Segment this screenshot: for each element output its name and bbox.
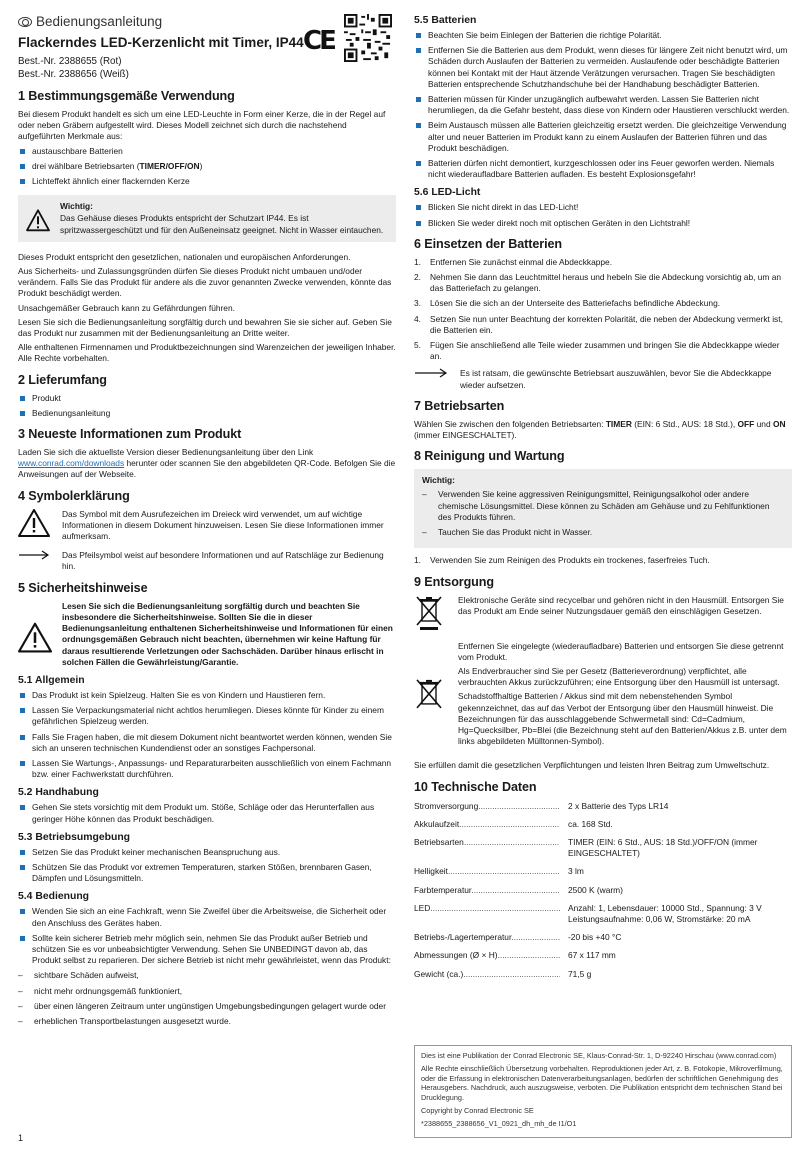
mode-on: ON [772,418,786,429]
ce-mark: CE [303,26,334,56]
list-item: Lassen Sie Wartungs-, Anpassungs- und Reparaturarbeiten ausschließlich von einem Fachmann bzw. einer Fachwerkstatt durchführen. [18,758,396,780]
spec-table [414,801,792,980]
s1-para: Aus Sicherheits- und Zulassungsgründen dürfen Sie dieses Produkt nicht umbauen und/oder verändern. Falls Sie das Produkt für andere als die zuvor genannten Zwecke verwenden, könnte das Produkt beschädigt werden. [18,266,392,299]
section-9-title: 9 Entsorgung [414,574,494,589]
s54-list [18,906,396,966]
step-number: 4. [414,313,421,324]
spec-value: 2500 K (warm) [568,884,623,895]
spec-value-line: Leistungsaufnahme: 0,06 W, Stromstärke: 20 mA [568,913,751,924]
table-row [414,801,792,812]
s54-dash-list [18,970,396,1027]
table-row [414,819,792,830]
table-row [414,837,792,859]
list-item: Schützen Sie das Produkt vor extremen Temperaturen, starken Stößen, brennbaren Gasen, Dämpfen und Lösungsmitteln. [18,862,396,884]
list-item: Falls Sie Fragen haben, die mit diesem Dokument nicht beantwortet werden können, wenden Sie sich an unseren technischen Kundendienst oder an sonstiges Fachpersonal. [18,732,396,754]
table-row [414,903,792,925]
step-text: Setzen Sie nun unter Beachtung der korrekten Polarität, die neben der Abdeckung vermerkt ist, die Batterien ein. [430,313,783,335]
page-number: 1 [18,1133,24,1143]
list-item: Lassen Sie Verpackungsmaterial nicht achtlos herumliegen. Dieses könnte für Kinder zu einem gefährlichen Spielzeug werden. [18,705,396,727]
s53-list [18,847,396,885]
warning-text: Das Gehäuse dieses Produkts entspricht der Schutzart IP44. Es ist spritzwassergeschützt und für den Außeneinsatz geeignet. Nicht in Wasser eintauchen. [60,213,384,235]
list-item [414,257,792,268]
list-item: – Tauchen Sie das Produkt nicht in Wasser. [422,527,784,538]
s55-title: 5.5 Batterien [414,15,477,26]
list-item [414,272,792,294]
s8-steps [414,555,792,566]
tip-row [414,368,792,390]
s3-post: herunter oder scannen Sie den abgebildeten QR-Code. Befolgen Sie die Anweisungen auf der Webseite. [18,458,396,480]
arrow-right-icon [18,550,50,560]
crossed-bin-icon [414,595,444,631]
s1-para: Unsachgemäßer Gebrauch kann zu Gefährdungen führen. [18,302,235,313]
list-item: austauschbare Batterien [18,146,396,157]
qr-code-icon[interactable] [344,14,392,62]
ip44-warning-box [18,195,396,242]
list-item: Bedienungsanleitung [18,408,396,419]
tip-text: Es ist ratsam, die gewünschte Betriebsart auszuwählen, bevor Sie die Abdeckkappe wieder aufsetzen. [460,368,772,390]
s7-text [414,419,792,441]
warning-title: Wichtig: [60,201,93,212]
list-item: drei wählbare Betriebsarten (TIMER/OFF/ON) [18,161,396,172]
imprint-line: *2388655_2388656_V1_0921_dh_mh_de I1/O1 [421,1118,577,1128]
right-column [414,12,792,987]
eye-icon [18,17,32,27]
s1-para: Alle enthaltenen Firmennamen und Produktbezeichnungen sind Warenzeichen der jeweiligen Inhaber. Alle Rechte vorbehalten. [18,342,396,364]
battery-para: Entfernen Sie eingelegte (wiederaufladbare) Batterien und entsorgen Sie diese getrennt vom Produkt. [458,640,784,662]
list-item [414,298,792,309]
s52-title: 5.2 Handhabung [18,787,99,799]
imprint-box [414,1045,792,1138]
step-number: 2. [414,272,421,283]
s53-title: 5.3 Betriebsumgebung [18,831,131,843]
spec-value: 3 lm [568,866,584,877]
cleaning-warning-box [414,469,792,548]
s9-outro: Sie erfüllen damit die gesetzlichen Verpflichtungen und leisten Ihren Beitrag zum Umweltschutz. [414,760,770,771]
cleaning-warning-list [422,489,784,538]
list-item: Sollte kein sicherer Betrieb mehr möglich sein, nehmen Sie das Produkt außer Betrieb und schützen Sie es vor unbeabsichtigter Verwendung. Sehen Sie UNBEDINGT davon ab, das Produkt selbst zu reparieren. Der sichere Betrieb ist nicht mehr gewährleistet, wenn das Produkt: [18,933,396,967]
safety-intro-text: Lesen Sie sich die Bedienungsanleitung sorgfältig durch und beachten Sie insbesondere die Sicherheitshinweise. Sollten Sie die in dieser Bedienungsanleitung enthaltenen Sicherheitshinweise und Informationen für einen ordnungsgemäßen Gebrauch nicht beachten, übernehmen wir keine Haftung für daraus resultierende Verletzungen oder Sachschäden. Darüber hinaus erlischt in solchen Fällen die Gewährleistung/Garantie. [62,600,393,667]
step-text: Nehmen Sie dann das Leuchtmittel heraus und hebeln Sie die Abdeckung vorsichtig ab, um an das Batteriefach zu gelangen. [430,272,782,294]
section-8-title: 8 Reinigung und Wartung [414,449,565,464]
doc-type-label: Bedienungsanleitung [36,14,163,29]
table-row [414,885,792,896]
symbol-warning-row [18,509,396,543]
list-item: Beim Austausch müssen alle Batterien gleichzeitig ersetzt werden. Die gleichzeitige Verwendung alter und neuer Batterien im Produkt kann zu einem Auslaufen der Batterien führen und das Produkt beschädigen. [414,120,792,154]
symbol-arrow-row [18,550,396,572]
s7-text-part: (EIN: 6 Std., AUS: 18 Std.), [631,418,738,429]
list-item: Batterien müssen für Kinder unzugänglich aufbewahrt werden. Lassen Sie Batterien nicht herumliegen, da die Gefahr besteht, dass diese von Kindern oder Haustieren verschluckt werden. [414,94,792,116]
step-number: 1. [414,256,421,267]
s1-para: Lesen Sie sich die Bedienungsanleitung sorgfältig durch und bewahren Sie sie sicher auf. Geben Sie das Produkt nur zusammen mit der Bedienungsanleitung an Dritte weiter. [18,316,392,339]
spec-value: ca. 168 Std. [568,818,613,829]
s51-title: 5.1 Allgemein [18,674,85,686]
s7-text-part: und [754,418,773,429]
list-item: – erheblichen Transportbelastungen ausgesetzt wurde. [18,1016,396,1027]
table-row [414,969,792,980]
s52-list [18,802,396,824]
weee-text: Elektronische Geräte sind recycelbar und gehören nicht in den Hausmüll. Entsorgen Sie das Produkt am Ende seiner Nutzungsdauer gemäß den einschlägigen Gesetzen. [458,594,784,616]
section-1-title: 1 Bestimmungsgemäße Verwendung [18,89,235,103]
doc-type-header [18,14,396,30]
spec-value [560,903,792,925]
s54-title: 5.4 Bedienung [18,891,90,903]
list-item: Lichteffekt ähnlich einer flackernden Kerze [18,176,396,187]
section-3-title: 3 Neueste Informationen zum Produkt [18,427,242,442]
spec-key: Gewicht (ca.) ..... [414,969,560,980]
warning-triangle-icon [26,205,50,236]
imprint-line: Dies ist eine Publikation der Conrad Electronic SE, Klaus-Conrad-Str. 1, D-92240 Hirschau (www.conrad.com) [421,1051,777,1060]
order-number-white: Best.-Nr. 2388656 (Weiß) [18,69,129,80]
symbol-warning-text: Das Symbol mit dem Ausrufezeichen im Dreieck wird verwendet, um auf wichtige Informationen in diesem Dokument hinzuweisen. Lesen Sie diese Informationen immer aufmerksam. [62,508,384,542]
step-number: 3. [414,298,421,309]
spec-value-line: Anzahl: 1, Lebensdauer: 10000 Std., Spannung: 3 V [568,902,762,913]
section-5-title: 5 Sicherheitshinweise [18,580,148,595]
s3-pre: Laden Sie sich die aktuellste Version dieser Bedienungsanleitung über den Link [18,447,314,458]
spec-key: Farbtemperatur ..... [414,885,560,896]
section-4-title: 4 Symbolerklärung [18,488,130,503]
crossed-bin-icon [414,641,444,751]
step-text: Lösen Sie die sich an der Unterseite des Batteriefachs befindliche Abdeckung. [430,298,721,309]
section-7-title: 7 Betriebsarten [414,398,505,413]
warning-title: Wichtig: [422,475,455,486]
section-6-title: 6 Einsetzen der Batterien [414,236,562,251]
table-row [414,866,792,877]
list-item: – sichtbare Schäden aufweist, [18,970,396,981]
list-item [414,340,792,362]
list-item: Das Produkt ist kein Spielzeug. Halten Sie es von Kindern und Haustieren fern. [18,690,396,701]
s51-list [18,690,396,780]
s6-steps [414,257,792,363]
list-item: – nicht mehr ordnungsgemäß funktioniert, [18,986,396,997]
warning-triangle-icon [18,607,52,668]
list-item [414,555,792,566]
table-row [414,950,792,961]
page-title: Flackerndes LED-Kerzenlicht mit Timer, IP44 [18,35,304,50]
mode-timer: TIMER [605,418,632,429]
list-item [414,314,792,336]
table-row [414,932,792,943]
list-item: – über einen längeren Zeitraum unter ungünstigen Umgebungsbedingungen gelagert wurde oder [18,1001,396,1012]
step-number: 1. [414,555,421,566]
s1-para: Dieses Produkt entspricht den gesetzlichen, nationalen und europäischen Anforderungen. [18,251,351,262]
section-10-title: 10 Technische Daten [414,779,537,794]
spec-key: Betriebs-/Lagertemperatur ..... [414,932,560,943]
symbol-arrow-text: Das Pfeilsymbol weist auf besondere Informationen und auf Ratschläge zur Bedienung hin. [62,550,384,572]
s2-list [18,393,396,419]
s3-text [18,447,396,481]
s1-feature-list [18,146,396,188]
spec-key: Akkulaufzeit ..... [414,819,560,830]
spec-value: 71,5 g [568,968,592,979]
warning-triangle-icon [18,509,50,537]
step-number: 5. [414,340,421,351]
spec-key: LED ..... [414,903,560,925]
list-item: Blicken Sie nicht direkt in das LED-Licht! [414,202,792,213]
weee-row [414,595,792,631]
arrow-right-icon [414,368,448,378]
s56-list [414,202,792,228]
mode-off: OFF [737,418,755,429]
list-item: Gehen Sie stets vorsichtig mit dem Produkt um. Stöße, Schläge oder das Herunterfallen aus geringer Höhe können das Produkt beschädigen. [18,802,396,824]
download-link[interactable]: www.conrad.com/downloads [18,458,125,469]
safety-intro [18,601,396,668]
list-item: – Verwenden Sie keine aggressiven Reinigungsmittel, Reinigungsalkohol oder andere chemische Lösungsmittel. Diese können zu Schäden am Gehäuse und zu Fehlfunktionen des Produkts führen. [422,489,784,523]
battery-para: Schadstoffhaltige Batterien / Akkus sind mit dem nebenstehenden Symbol gekennzeichnet, das auf das Verbot der Entsorgung über den Hausmüll hinweist. Die Bezeichnungen für das ausschlaggebende Schwermetall sind: Cd=Cadmium, Hg=Quecksilber, Pb=Blei (die Bezeichnung steht auf den Batterien/Akkus z.B. unter dem links abgebildeten Mülltonnen-Symbol). [458,691,787,747]
step-text: Fügen Sie anschließend alle Teile wieder zusammen und bringen Sie die Abdeckkappe wieder an. [430,340,780,362]
list-item: Entfernen Sie die Batterien aus dem Produkt, wenn dieses für längere Zeit nicht benutzt wird, um Schäden durch Auslaufen der Batterien zu vermeiden. Auslaufende oder beschädigte Batterien können bei Kontakt mit der Haut ätzende Verätzungen verursachen. Tragen Sie beschädigten Batterien entsprechende Schutzhandschuhe bei der Handhabung beschädigter Batterien. [414,45,792,90]
s7-text-part: Wählen Sie zwischen den folgenden Betriebsarten: [414,418,606,429]
step-text: Verwenden Sie zum Reinigen des Produkts ein trockenes, faserfreies Tuch. [430,555,710,566]
list-item: Wenden Sie sich an eine Fachkraft, wenn Sie Zweifel über die Arbeitsweise, die Sicherheit oder den Anschluss des Gerätes haben. [18,906,396,928]
imprint-line: Copyright by Conrad Electronic SE [421,1105,534,1115]
spec-key: Helligkeit ..... [414,866,560,877]
spec-key: Betriebsarten ..... [414,837,560,859]
spec-value: 2 x Batterie des Typs LR14 [568,800,669,811]
s7-text-part: (immer EINGESCHALTET). [414,430,517,441]
battery-disposal-text [458,641,792,751]
list-item: Blicken Sie weder direkt noch mit optischen Geräten in den Lichtstrahl! [414,218,792,229]
spec-value: -20 bis +40 °C [568,932,622,943]
s56-title: 5.6 LED-Licht [414,187,481,199]
spec-value: 67 x 117 mm [568,950,616,961]
spec-key: Abmessungen (Ø × H) ..... [414,950,560,961]
list-item: Setzen Sie das Produkt keiner mechanischen Beanspruchung aus. [18,847,396,858]
list-item: Batterien dürfen nicht demontiert, kurzgeschlossen oder ins Feuer geworfen werden. Niemals nicht wiederaufladbare Batterien aufladen. Es besteht Explosionsgefahr! [414,158,792,180]
spec-value: TIMER (EIN: 6 Std., AUS: 18 Std.)/OFF/ON (immer EINGESCHALTET) [568,836,758,859]
section-2-title: 2 Lieferumfang [18,372,107,387]
s1-intro: Bei diesem Produkt handelt es sich um eine LED-Leuchte in Form einer Kerze, die in der Regel auf oder neben Gräbern aufgestellt wird. Dieses Modell zeichnet sich durch die nachstehend aufgeführten Merkmale aus: [18,109,386,142]
step-text: Entfernen Sie zunächst einmal die Abdeckkappe. [430,256,613,267]
s55-list [414,30,792,180]
list-item: Produkt [18,393,396,404]
left-column [18,14,396,1031]
list-item: Beachten Sie beim Einlegen der Batterien die richtige Polarität. [414,30,792,41]
spec-key: Stromversorgung ..... [414,801,560,812]
imprint-line: Alle Rechte einschließlich Übersetzung vorbehalten. Reproduktionen jeder Art, z. B. Fotokopie, Mikroverfilmung, oder die Erfassung in elektronischen Datenverarbeitungsanlagen, bedürfen der schriftlichen Genehmigung des Herausgebers. Nachdruck, auch auszugsweise, verboten. Die Publikation entspricht dem technischen Stand bei Drucklegung. [421,1063,783,1103]
order-number-red: Best.-Nr. 2388655 (Rot) [18,56,122,67]
battery-para: Als Endverbraucher sind Sie per Gesetz (Batterieverordnung) verpflichtet, alle verbrauchten Akkus zurückzuführen; eine Entsorgung über den Hausmüll ist untersagt. [458,665,780,688]
battery-disposal-row [414,641,792,751]
